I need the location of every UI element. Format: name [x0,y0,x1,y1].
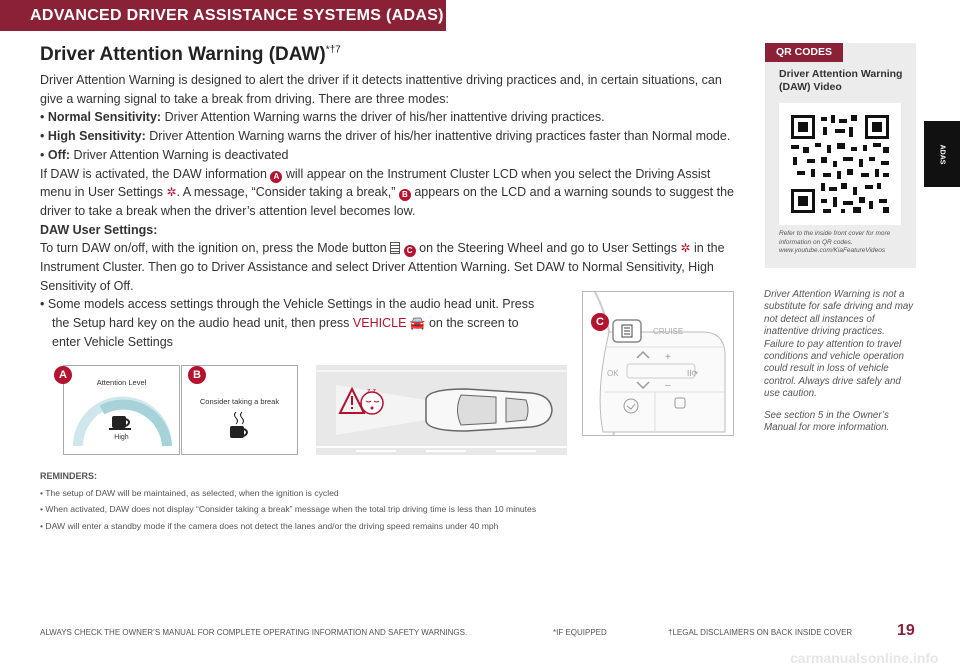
para1-part: will appear on the Instrument Cluster LCD when you select the Driving Assist menu in User Settings [40,166,711,200]
qr-tag: QR CODES [765,43,843,62]
page-number: 19 [897,622,915,639]
mode-text: Driver Attention Warning warns the driver of his/her inattentive driving practices faster than Normal mode. [145,129,731,144]
reminders [40,468,740,534]
qr-code-icon [779,103,901,225]
badge-c-icon: C [591,313,609,331]
gear-icon: ✲ [166,185,177,200]
user-settings-heading: DAW User Settings: [40,222,158,237]
qr-note: Refer to the inside front cover for more information on QR codes. www.youtube.com/KiaFeatureVideos [779,230,891,254]
reminder-item: • When activated, DAW does not display “Consider taking a break” message when the total trip driving time is less than 10 minutes [40,504,537,514]
intro-text: Driver Attention Warning is designed to alert the driver if it detects inattentive driving practices and, in certain situations, can give a warning signal to take a break from driving. There are three modes: [40,73,722,106]
settings-paragraph [40,239,745,295]
manual-reference: See section 5 in the Owner’s Manual for more information. [764,409,890,434]
mode-label: Normal Sensitivity: [47,110,162,125]
para1-part: If DAW is activated, the DAW information [40,166,271,181]
svg-text:II⟳: II⟳ [687,369,699,378]
badge-a-icon: A [270,171,282,183]
reminder-text: DAW will enter a standby mode if the camera does not detect the lanes and/or the driving speed remains under 40 mph [45,520,499,531]
gear-icon: ✲ [680,241,691,256]
reminder-item: • The setup of DAW will be maintained, as selected, when the ignition is cycled [40,487,339,498]
title-text: Driver Attention Warning (DAW) [40,44,326,65]
footer-warning: ALWAYS CHECK THE OWNER’S MANUAL FOR COMPLETE OPERATING INFORMATION AND SAFETY WARNINGS. [40,628,468,637]
qr-code[interactable] [779,103,901,225]
plus-label: + [665,352,671,363]
page-title [40,44,341,66]
mode-item: • High Sensitivity: Driver Attention Warning warns the driver of his/her inattentive driving practices faster than Normal mode. [40,129,731,144]
steering-wheel-image [582,291,734,436]
badge-c-icon: C [404,245,416,257]
side-tab[interactable] [924,121,960,187]
car-icon [426,389,552,431]
title-marks: *†7 [325,44,341,56]
para2-part: in the Instrument Cluster. Then go to Driver Assistance and select Driver Attention Warning. Set DAW to Normal Sensitivity, High Sensitivity of Off. [40,241,725,293]
mode-label: Off: [47,147,71,162]
footer-legal: †LEGAL DISCLAIMERS ON BACK INSIDE COVER [668,628,853,637]
car-settings-icon: 🚘 [409,316,426,331]
bullet-part: Some models access settings through the Vehicle Settings in the audio head unit. Press the Setup hard key on the audio head unit, then press [47,297,535,331]
lcd-attention-level [63,365,180,455]
para1-part: . A message, “Consider taking a break,” [176,185,399,200]
vehicle-label: VEHICLE [352,316,407,331]
reminders-heading: REMINDERS: [40,471,98,481]
mode-text: Driver Attention Warning is deactivated [70,147,289,162]
safety-note: Driver Attention Warning is not a substitute for safe driving and may not detect all instances of inattentive driving practices. Failure to pay attention to travel conditions and vehicle operation could result in loss of vehicle control. Always drive safely and use caution. [764,289,914,400]
camera-illustration [316,365,567,455]
reminder-text: The setup of DAW will be maintained, as selected, when the ignition is cycled [45,487,339,498]
reminder-text: When activated, DAW does not display “Consider taking a break” message when the total trip driving time is less than 10 minutes [45,504,537,514]
mode-label: High Sensitivity: [47,129,146,144]
badge-b-icon: B [399,189,411,201]
qr-title: Driver Attention Warning (DAW) Video [779,68,903,93]
mode-item: • Normal Sensitivity: Driver Attention Warning warns the driver of his/her inattentive driving practices. [40,110,605,125]
watermark: carmanualsonline.info [790,650,939,666]
activation-paragraph [40,165,745,221]
bullet-part: on the screen to enter Vehicle Settings [52,316,519,349]
sidenotes [764,289,916,443]
section-banner: ADVANCED DRIVER ASSISTANCE SYSTEMS (ADAS) [0,0,446,31]
reminder-item: • DAW will enter a standby mode if the camera does not detect the lanes and/or the driving speed remains under 40 mph [40,520,499,531]
lcd-a-label: Attention Level [96,378,147,387]
drowsy-face-icon [361,392,383,414]
lcd-a-level: High [114,434,129,441]
mode-text: Driver Attention Warning warns the driver of his/her inattentive driving practices. [161,110,605,125]
mode-item: • Off: Driver Attention Warning is deactivated [40,147,289,162]
para1-part: appears on the LCD and a warning sounds to suggest the driver to take a break when the driver’s attention level becomes low. [40,185,734,218]
vehicle-settings-bullet: • Some models access settings through the Vehicle Settings in the audio head unit. Press the Setup hard key on the audio head unit, then press VEHICLE 🚘 on the screen to enter Vehicle Settings [40,297,535,349]
side-tab-label: ADAS [938,144,946,164]
cruise-label: CRUISE [653,327,684,336]
badge-b-icon: B [188,366,206,384]
minus-label: – [665,380,671,391]
badge-a-icon: A [54,366,72,384]
mode-button-icon [390,242,400,254]
coffee-cup-icon [230,426,244,438]
steam-icon [235,412,238,424]
ok-label: OK [607,369,619,378]
para2-part: on the Steering Wheel and go to User Settings [415,241,681,256]
lcd-b-label: Consider taking a break [199,397,280,406]
coffee-cup-icon [112,416,126,428]
svg-text:z z: z z [367,388,376,395]
para2-part: To turn DAW on/off, with the ignition on, press the Mode button [40,241,391,256]
footer-equipped: *IF EQUIPPED [553,628,607,637]
